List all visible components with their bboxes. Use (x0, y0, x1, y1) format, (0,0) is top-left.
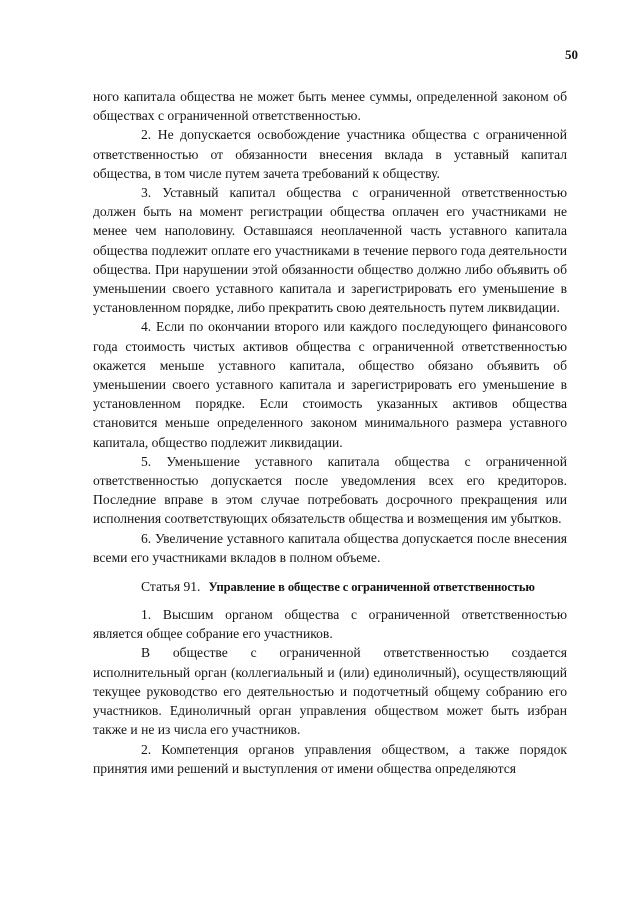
body-text (93, 87, 567, 778)
paragraph-2: 2. Не допускается освобождение участника общества с ограниченной ответственностью от обязанности внесения вклада в уставный капитал общества, в том числе путем зачета требований к обществу. (93, 127, 567, 181)
paragraph-5: 5. Уменьшение уставного капитала общества с ограниченной ответственностью допускается после уведомления всех его кредиторов. Последние вправе в этом случае потребовать досрочного прекращения или исполнения соответствующих обязательств общества и возмещения им убытков. (93, 453, 567, 527)
paragraph-4: 4. Если по окончании второго или каждого последующего финансового года стоимость чистых активов общества с ограниченной ответственностью окажется меньше уставного капитала, общество обязано объявить об уменьшении своего уставного капитала и зарегистрировать его уменьшение в установленном порядке. Если стоимость указанных активов общества становится меньше определенного законом минимального размера уставного капитала, общество подлежит ликвидации. (93, 319, 567, 450)
paragraph-3: 3. Уставный капитал общества с ограниченной ответственностью должен быть на момент регистрации общества оплачен его участниками не менее чем наполовину. Оставшаяся неоплаченной часть уставного капитала общества подлежит оплате его участниками в течение первого года деятельности общества. При нарушении этой обязанности общество должно либо объявить об уменьшении своего уставного капитала и зарегистрировать его уменьшение в установленном порядке, либо прекратить свою деятельность путем ликвидации. (93, 185, 567, 316)
article-paragraph-2: 2. Компетенция органов управления обществом, а также порядок принятия ими решений и выступления от имени общества определяются (93, 741, 567, 776)
article-paragraph-1b: В обществе с ограниченной ответственностью создается исполнительный орган (коллегиальный и (или) единоличный), осуществляющий текущее руководство его деятельностью и подотчетный общему собранию его участников. Единоличный орган управления обществом может быть избран также и не из числа его участников. (93, 645, 567, 738)
article-heading (141, 579, 567, 595)
article-paragraph-1: 1. Высшим органом общества с ограниченной ответственностью является общее собрание его участников. (93, 607, 567, 642)
article-label: Статья 91. (141, 579, 201, 595)
paragraph-6: 6. Увеличение уставного капитала общества допускается после внесения всеми его участниками вкладов в полном объеме. (93, 530, 567, 565)
article-title: Управление в обществе с ограниченной ответственностью (208, 580, 535, 595)
paragraph-continued: ного капитала общества не может быть менее суммы, определенной законом об обществах с ограниченной ответственностью. (93, 89, 567, 124)
page-number: 50 (565, 47, 578, 62)
